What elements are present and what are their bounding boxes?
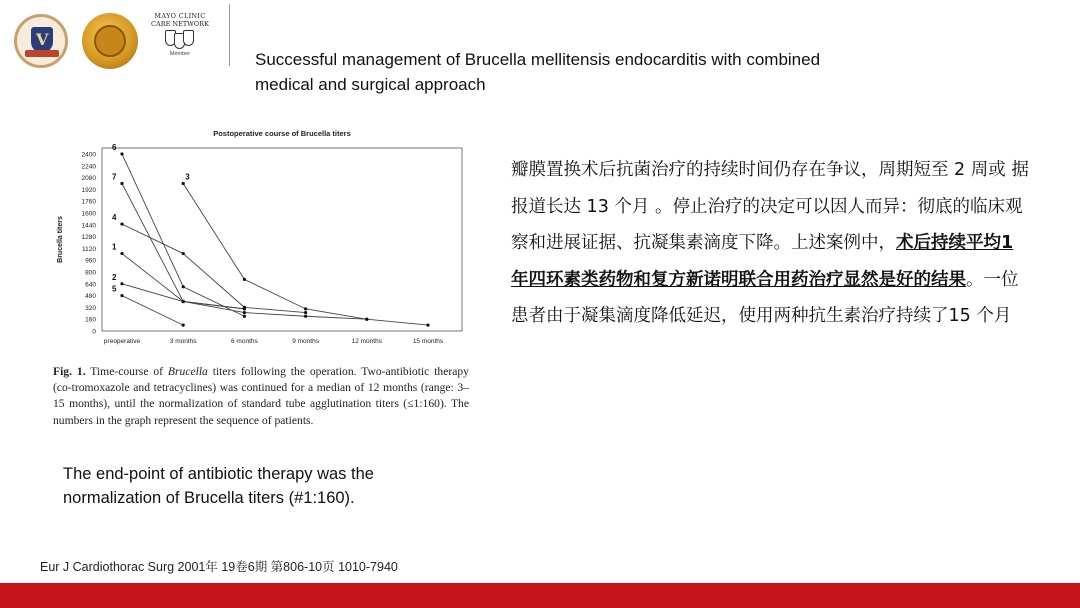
x-tick-label: 15 months: [412, 338, 444, 345]
x-tick-label: 6 months: [231, 338, 258, 345]
university-logo: [14, 14, 68, 68]
endpoint-line1: The end-point of antibiotic therapy was the: [63, 465, 374, 483]
y-tick-label: 2080: [81, 175, 96, 183]
series-line-6: [122, 154, 244, 316]
x-tick-label: 3 months: [169, 338, 197, 345]
series-line-3: [183, 184, 428, 326]
y-tick-label: 1760: [81, 198, 96, 206]
series-label-7: 7: [112, 172, 117, 182]
series-point-3: [243, 278, 246, 281]
citation: Eur J Cardiothorac Surg 2001年 19卷6期 第806-10页 1010-7940: [40, 560, 398, 574]
mayo-clinic-logo: [144, 12, 216, 57]
y-tick-label: 800: [85, 269, 96, 277]
series-point-2: [182, 300, 185, 303]
y-tick-label: 1280: [81, 234, 96, 242]
cn-highlight: 术后持续平均1 年四环素类药物和复方新诺明联合用药治疗显然是好的结果: [511, 233, 1014, 290]
series-point-3: [304, 307, 307, 310]
series-point-1: [120, 252, 123, 255]
series-label-1: 1: [112, 242, 117, 252]
y-tick-label: 480: [85, 293, 96, 301]
y-tick-label: 960: [85, 257, 96, 265]
series-point-7: [120, 182, 123, 185]
caption-italic: Brucella: [167, 365, 208, 378]
mayo-shields-icon: [163, 30, 197, 50]
y-tick-label: 0: [92, 328, 96, 336]
mayo-line2: CARE NETWORK: [151, 20, 209, 28]
y-tick-label: 1120: [82, 245, 96, 253]
series-point-7: [304, 315, 307, 318]
seal-logo: [82, 13, 138, 69]
y-tick-label: 1600: [81, 210, 96, 218]
series-point-6: [243, 315, 246, 318]
y-tick-label: 2240: [81, 163, 96, 171]
y-tick-label: 320: [85, 304, 96, 312]
slide-title-line1: Successful management of Brucella mellitensis endocarditis with combined: [255, 50, 821, 69]
y-tick-label: 1440: [81, 222, 96, 230]
x-tick-label: preoperative: [103, 338, 141, 345]
figure-caption: [53, 364, 469, 429]
caption-text-b: titers following the operation. Two-antibiotic therapy (co-tromoxazole and tetracyclines) was continued for a median of 12 months (range: 3–15 months), until the normalization of standard tube agglutination titers (≤1:160). The numbers in the graph represent the sequence of patients.: [53, 365, 469, 427]
series-point-5: [182, 324, 185, 327]
chart-frame: [102, 148, 462, 331]
series-label-5: 5: [112, 284, 117, 294]
bottom-bar: [0, 583, 1080, 608]
series-label-6: 6: [112, 143, 117, 152]
series-point-6: [182, 285, 185, 288]
series-point-2: [120, 282, 123, 285]
series-point-2: [243, 307, 246, 310]
series-point-4: [304, 311, 307, 314]
y-tick-label: 640: [85, 281, 96, 289]
series-point-7: [365, 318, 368, 321]
series-label-2: 2: [112, 272, 117, 282]
slide-title-line2: medical and surgical approach: [255, 75, 486, 94]
seal-inner-icon: [94, 25, 126, 57]
y-tick-label: 1920: [81, 186, 96, 194]
series-label-4: 4: [112, 213, 117, 223]
series-point-6: [120, 152, 123, 155]
series-line-4: [122, 224, 306, 313]
mayo-line1: MAYO CLINIC: [154, 12, 206, 20]
y-tick-label: 2400: [81, 151, 96, 159]
chart-title: Postoperative course of Brucella titers: [213, 129, 351, 138]
mayo-member: Member: [169, 51, 191, 57]
ribbon-icon: [25, 50, 59, 57]
series-point-5: [120, 294, 123, 297]
x-tick-label: 9 months: [292, 338, 319, 345]
y-axis-label: Brucella titers: [57, 216, 64, 263]
logo-area: [10, 8, 230, 74]
endpoint-text: [63, 462, 463, 510]
y-tick-label: 160: [85, 316, 96, 324]
series-line-5: [122, 296, 183, 326]
series-point-4: [182, 252, 185, 255]
series-point-3: [182, 182, 185, 185]
series-point-3: [426, 324, 429, 327]
chinese-paragraph: [511, 152, 1031, 335]
series-line-7: [122, 184, 367, 320]
caption-text-a: Time-course of: [90, 365, 168, 378]
endpoint-line2: normalization of Brucella titers (#1:160).: [63, 489, 355, 507]
series-point-7: [243, 311, 246, 314]
series-label-3: 3: [185, 172, 190, 182]
cn-part2: 。一位患者由于凝集滴度降低延迟，使用两种抗生素治疗持续了15 个月: [511, 269, 1019, 326]
titer-chart: [50, 126, 470, 356]
x-tick-label: 12 months: [351, 338, 382, 345]
cn-part1: 瓣膜置换术后抗菌治疗的持续时间仍存在争议，周期短至 2 周或 据报道长达 13 个月 。停止治疗的决定可以因人而异：彻底的临床观察和进展证据、抗凝集素滴度下降。上述案例中，: [511, 160, 1029, 253]
series-point-4: [120, 222, 123, 225]
caption-label: Fig. 1.: [53, 365, 86, 378]
slide-title: [255, 47, 975, 97]
header-divider: [229, 4, 230, 66]
